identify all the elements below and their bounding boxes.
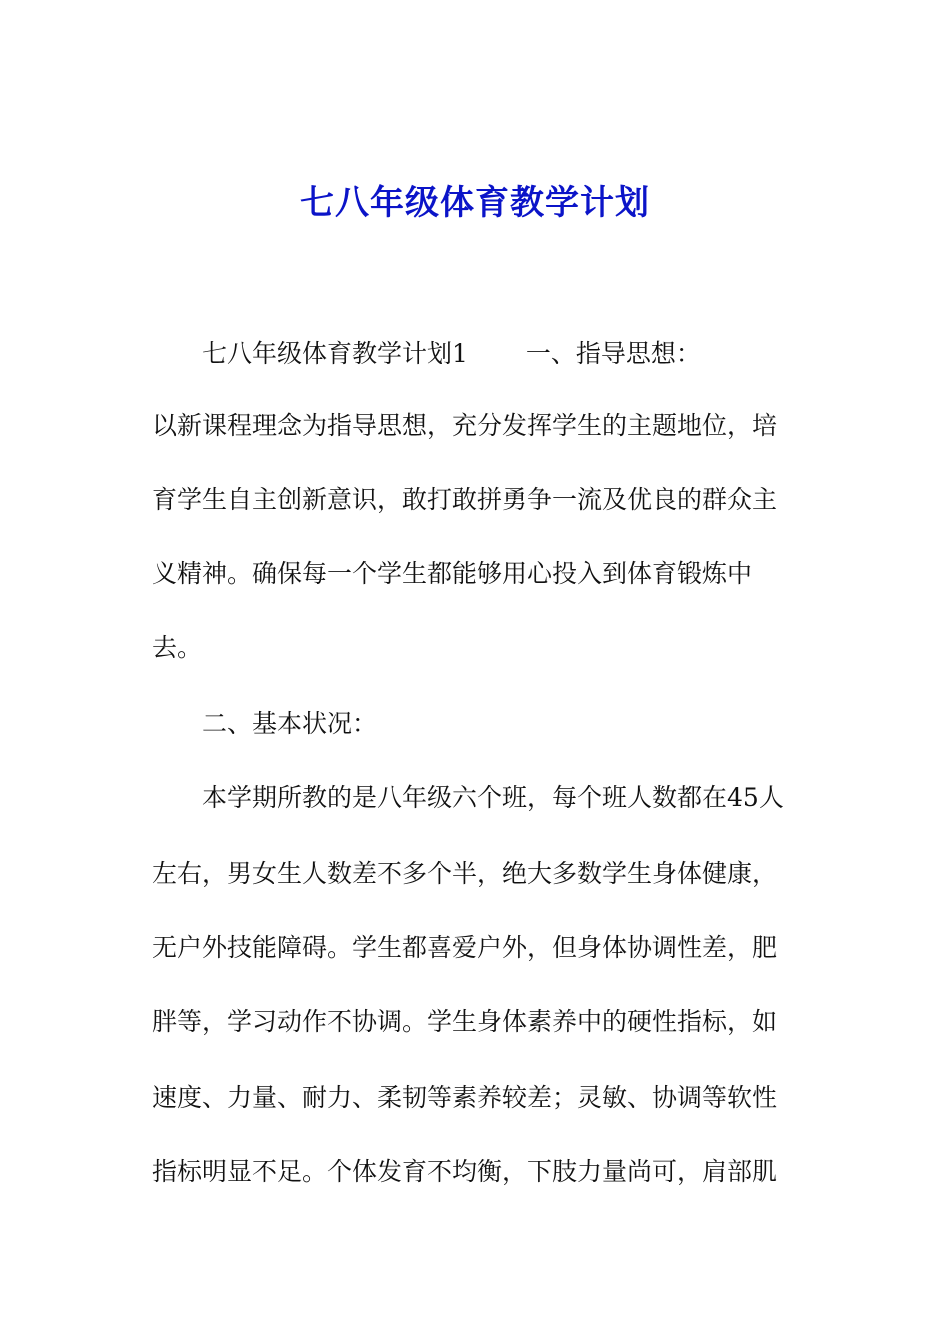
- paragraph-line: 以新课程理念为指导思想，充分发挥学生的主题地位，培: [152, 411, 778, 440]
- document-title: 七八年级体育教学计划: [300, 183, 650, 223]
- paragraph-line: 去。: [152, 633, 203, 662]
- paragraph-line: 指标明显不足。个体发育不均衡，下肢力量尚可，肩部肌: [152, 1157, 778, 1186]
- paragraph-line: 义精神。确保每一个学生都能够用心投入到体育锻炼中: [152, 559, 753, 588]
- paragraph-line: 速度、力量、耐力、柔韧等素养较差；灵敏、协调等软性: [152, 1083, 778, 1112]
- section-heading-plan-1: 七八年级体育教学计划1: [202, 339, 468, 368]
- paragraph-line: 本学期所教的是八年级六个班，每个班人数都在45人: [202, 783, 784, 812]
- section-heading-guiding-thought: 一、指导思想：: [525, 339, 701, 368]
- paragraph-line: 胖等，学习动作不协调。学生身体素养中的硬性指标，如: [152, 1007, 778, 1036]
- paragraph-line: 无户外技能障碍。学生都喜爱户外，但身体协调性差，肥: [152, 933, 778, 962]
- section-heading-basic-situation: 二、基本状况：: [202, 709, 378, 738]
- paragraph-line: 育学生自主创新意识，敢打敢拼勇争一流及优良的群众主: [152, 485, 778, 514]
- paragraph-line: 左右，男女生人数差不多个半，绝大多数学生身体健康，: [152, 859, 778, 888]
- paragraph-line: [202, 336, 950, 372]
